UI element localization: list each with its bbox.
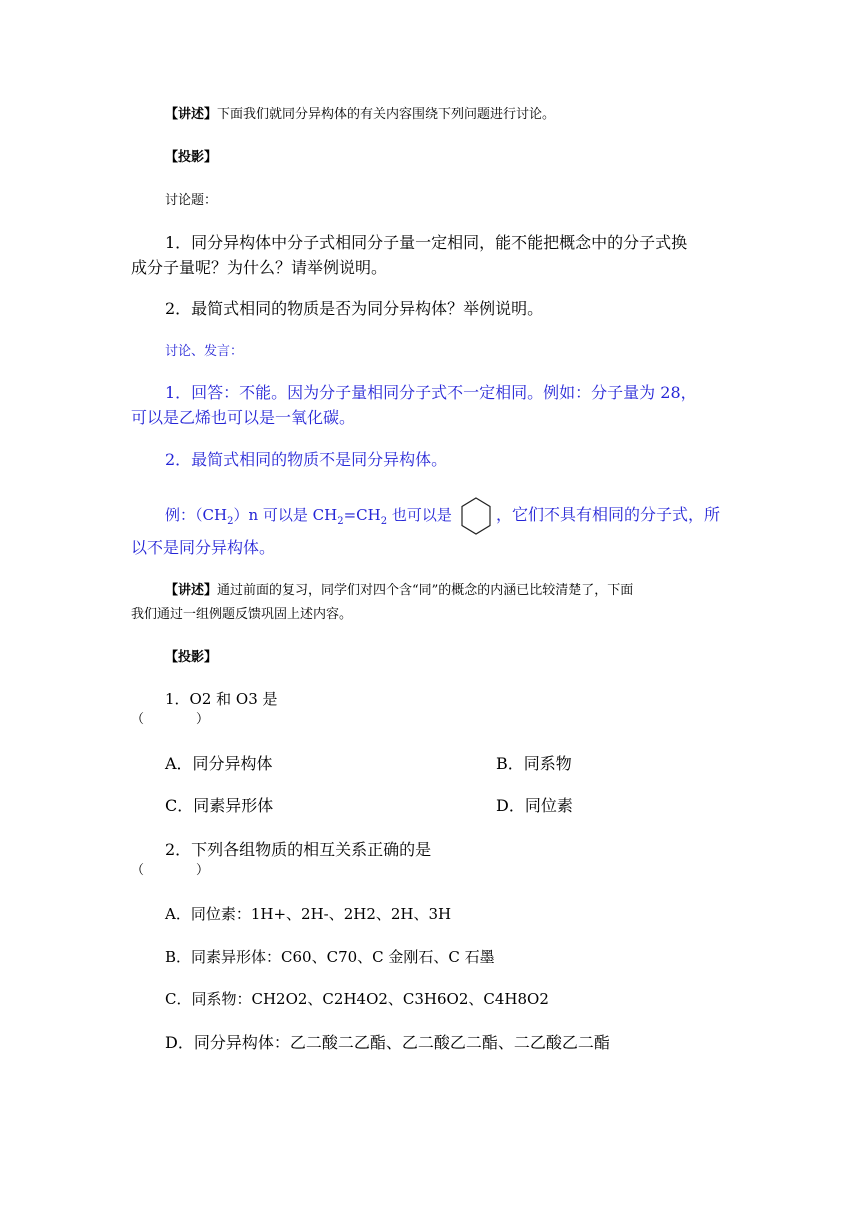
narration-tag: 【讲述】 xyxy=(165,583,218,598)
exercise-2-stem: 2．下列各组物质的相互关系正确的是 xyxy=(165,840,432,859)
exercise-2-option-b: B．同素异形体：C60、C70、C 金刚石、C 石墨 xyxy=(165,948,495,966)
example-subscript: 2 xyxy=(337,516,344,528)
example-prefix: 例：（CH xyxy=(165,506,228,524)
example-subscript: 2 xyxy=(227,516,234,528)
projection-heading-2: 【投影】 xyxy=(165,650,218,665)
exercise-2-option-c: C．同系物：CH2O2、C2H4O2、C3H6O2、C4H8O2 xyxy=(165,990,549,1008)
question-1-line-1: 1．同分异构体中分子式相同分子量一定相同，能不能把概念中的分子式换 xyxy=(165,233,688,252)
hexagon-ring-icon xyxy=(459,496,493,536)
answer-1-line-2: 可以是乙烯也可以是一氧化碳。 xyxy=(131,408,356,427)
discussion-title: 讨论题： xyxy=(165,193,218,208)
question-1-line-2: 成分子量呢？为什么？请举例说明。 xyxy=(131,258,388,277)
example-mid-1: ）n 可以是 CH xyxy=(233,506,338,524)
narration-text: 通过前面的复习，同学们对四个含“同”的概念的内涵已比较清楚了，下面 xyxy=(217,583,634,598)
exercise-1-option-d: D．同位素 xyxy=(496,796,573,815)
narration-paragraph-1 xyxy=(165,108,555,121)
answer-2: 2．最简式相同的物质不是同分异构体。 xyxy=(165,450,448,469)
exercise-2-option-d: D．同分异构体：乙二酸二乙酯、乙二酸乙二酯、二乙酸乙二酯 xyxy=(165,1033,610,1052)
example-mid-3: 也可以是 xyxy=(387,506,452,524)
exercise-2-option-a: A．同位素：1H+、2H-、2H2、2H、3H xyxy=(165,905,452,923)
example-subscript: 2 xyxy=(380,516,388,528)
projection-heading-1: 【投影】 xyxy=(165,150,218,165)
exercise-1-option-b: B．同系物 xyxy=(496,754,572,773)
narration-paragraph-2-line-2: 我们通过一组例题反馈巩固上述内容。 xyxy=(131,607,353,622)
question-2: 2．最简式相同的物质是否为同分异构体？举例说明。 xyxy=(165,299,544,318)
answer-1-line-1: 1．回答：不能。因为分子量相同分子式不一定相同。例如：分子量为 28， xyxy=(165,383,697,402)
exercise-1-stem: 1．O2 和 O3 是 xyxy=(165,690,278,708)
exercise-1-option-c: C．同素异形体 xyxy=(165,796,274,815)
example-line-1 xyxy=(165,507,452,527)
exercise-1-option-a: A．同分异构体 xyxy=(165,754,273,773)
exercise-1-answer-blank: （ ） xyxy=(131,712,210,727)
narration-tag: 【讲述】 xyxy=(165,107,218,122)
example-line-2: 以不是同分异构体。 xyxy=(131,538,276,557)
discussion-speak-label: 讨论、发言： xyxy=(165,344,244,359)
narration-text: 下面我们就同分异构体的有关内容围绕下列问题进行讨论。 xyxy=(217,107,556,122)
narration-paragraph-2-line-1 xyxy=(165,584,633,597)
example-after-ring: ，它们不具有相同的分子式，所 xyxy=(496,505,721,524)
exercise-2-answer-blank: （ ） xyxy=(131,863,210,878)
example-mid-2: =CH xyxy=(343,506,381,524)
